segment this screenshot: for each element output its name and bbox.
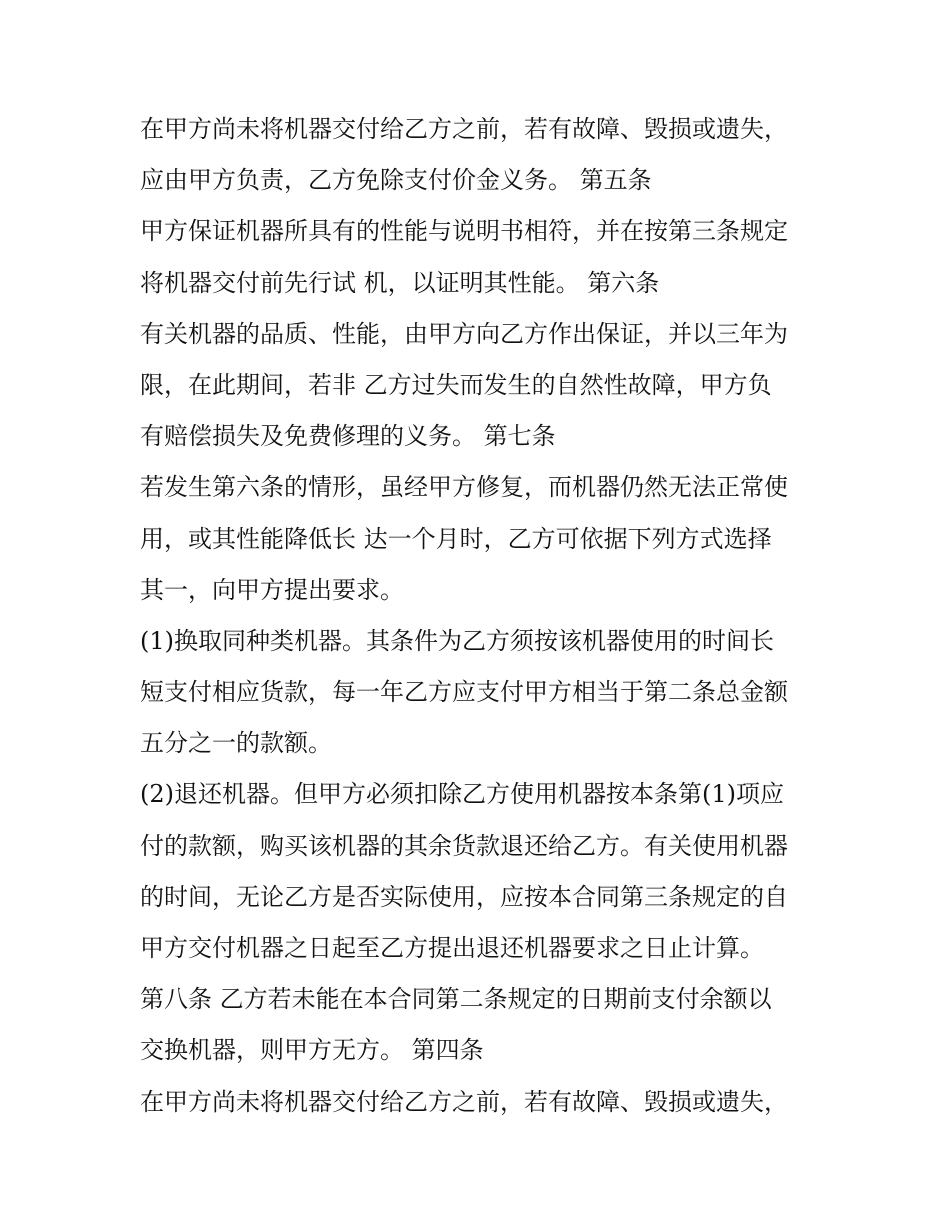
text-line: 甲方保证机器所具有的性能与说明书相符，并在按第三条规定 — [140, 217, 788, 246]
text-line: (2)退还机器。但甲方必须扣除乙方使用机器按本条第(1)项应 — [140, 780, 784, 809]
text-line: 在甲方尚未将机器交付给乙方之前，若有故障、毁损或遗失， — [140, 1087, 788, 1116]
text-line: 将机器交付前先行试 机，以证明其性能。 第六条 — [140, 268, 660, 297]
text-line: 应由甲方负责，乙方免除支付价金义务。 第五条 — [140, 166, 652, 195]
text-line: 有关机器的品质、性能，由甲方向乙方作出保证，并以三年为 — [140, 319, 788, 348]
text-line: 付的款额，购买该机器的其余货款退还给乙方。有关使用机器 — [140, 831, 788, 860]
text-line: 限，在此期间，若非 乙方过失而发生的自然性故障，甲方负 — [140, 370, 772, 399]
text-line: 在甲方尚未将机器交付给乙方之前，若有故障、毁损或遗失， — [140, 115, 788, 143]
text-line: 有赔偿损失及免费修理的义务。 第七条 — [140, 422, 556, 451]
text-line: 用，或其性能降低长 达一个月时，乙方可依据下列方式选择 — [140, 524, 772, 553]
text-line: 交换机器，则甲方无方。 第四条 — [140, 1036, 484, 1065]
text-line: 短支付相应货款，每一年乙方应支付甲方相当于第二条总金额 — [140, 678, 788, 707]
text-line: 若发生第六条的情形，虽经甲方修复，而机器仍然无法正常使 — [140, 473, 788, 502]
text-line: (1)换取同种类机器。其条件为乙方须按该机器使用的时间长 — [140, 626, 774, 655]
text-line: 其一，向甲方提出要求。 — [140, 575, 404, 604]
text-line: 第八条 乙方若未能在本合同第二条规定的日期前支付余额以 — [140, 985, 772, 1014]
text-line: 五分之一的款额。 — [140, 729, 332, 758]
text-line: 甲方交付机器之日起至乙方提出退还机器要求之日止计算。 — [140, 934, 764, 962]
contract-text — [140, 104, 840, 1128]
text-line: 的时间，无论乙方是否实际使用，应按本合同第三条规定的自 — [140, 882, 788, 911]
